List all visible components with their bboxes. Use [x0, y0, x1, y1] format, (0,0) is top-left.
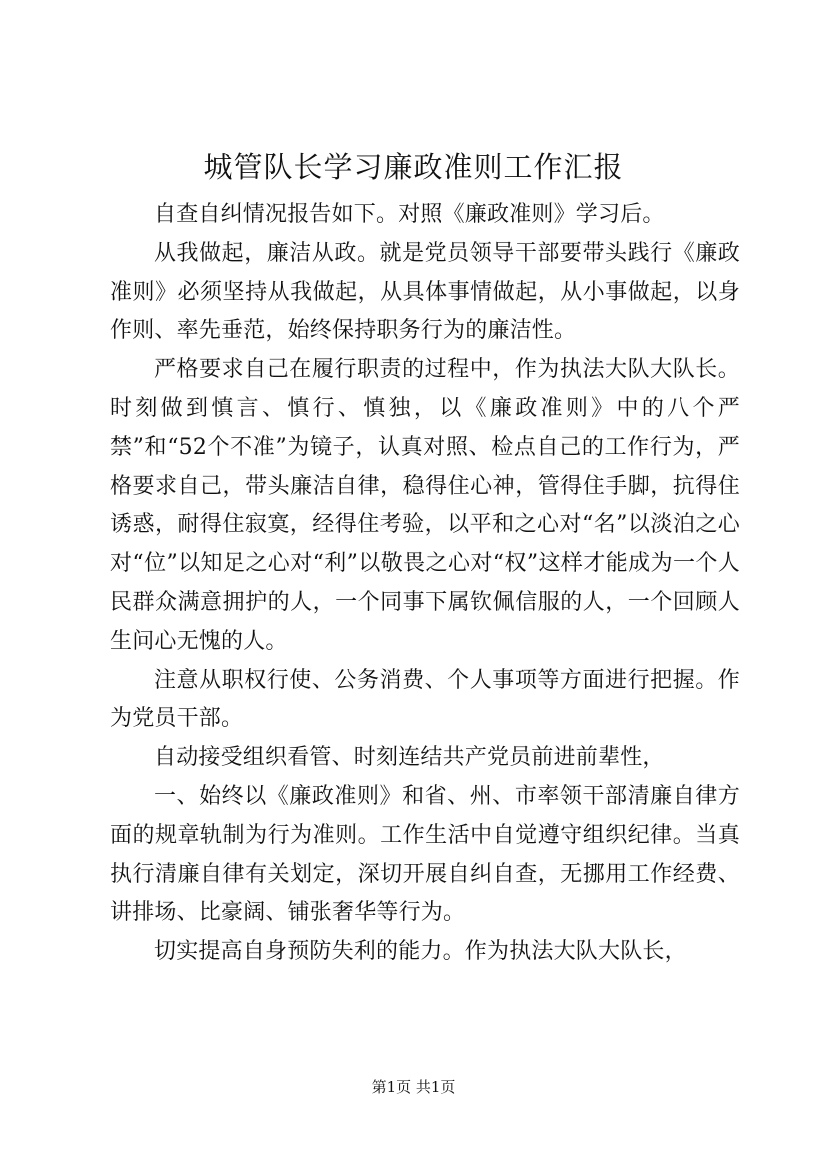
- document-title: 城管队长学习廉政准则工作汇报: [203, 150, 624, 184]
- paragraph-1: 自查自纠情况报告如下。对照《廉政准则》学习后。: [154, 202, 665, 227]
- document-body: [110, 196, 740, 972]
- paragraph-2: 从我做起，廉洁从政。就是党员领导干部要带头践行《廉政准则》必须坚持从我做起，从具体事情做起，从小事做起，以身作则、率先垂范，始终保持职务行为的廉洁性。: [110, 240, 740, 344]
- paragraph-6: 一、始终以《廉政准则》和省、州、市率领干部清廉自律方面的规章轨制为行为准则。工作生活中自觉遵守组织纪律。当真执行清廉自律有关划定，深切开展自纠自查，无挪用工作经费、讲排场、比豪阔、铺张奢华等行为。: [110, 783, 740, 926]
- paragraph-7: 切实提高自身预防失利的能力。作为执法大队大队长，: [154, 939, 687, 965]
- paragraph-3: 严格要求自己在履行职责的过程中，作为执法大队大队长。时刻做到慎言、慎行、慎独，以《廉政准则》中的八个严禁”和“52个不准”为镜子，认真对照、检点自己的工作行为，严格要求自己，带头廉洁自律，稳得住心神，管得住手脚，抗得住诱惑，耐得住寂寞，经得住考验，以平和之心对“名”以淡泊之心对“位”以知足之心对“利”以敬畏之心对“权”这样才能成为一个人民群众满意拥护的人，一个同事下属钦佩信服的人，一个回顾人生问心无愧的人。: [110, 357, 740, 654]
- paragraph-5: 自动接受组织看管、时刻连结共产党员前进前辈性，: [154, 745, 665, 771]
- page-number-footer: 第1页 共1页: [371, 1078, 456, 1096]
- paragraph-4: 注意从职权行使、公务消费、个人事项等方面进行把握。作为党员干部。: [110, 667, 740, 732]
